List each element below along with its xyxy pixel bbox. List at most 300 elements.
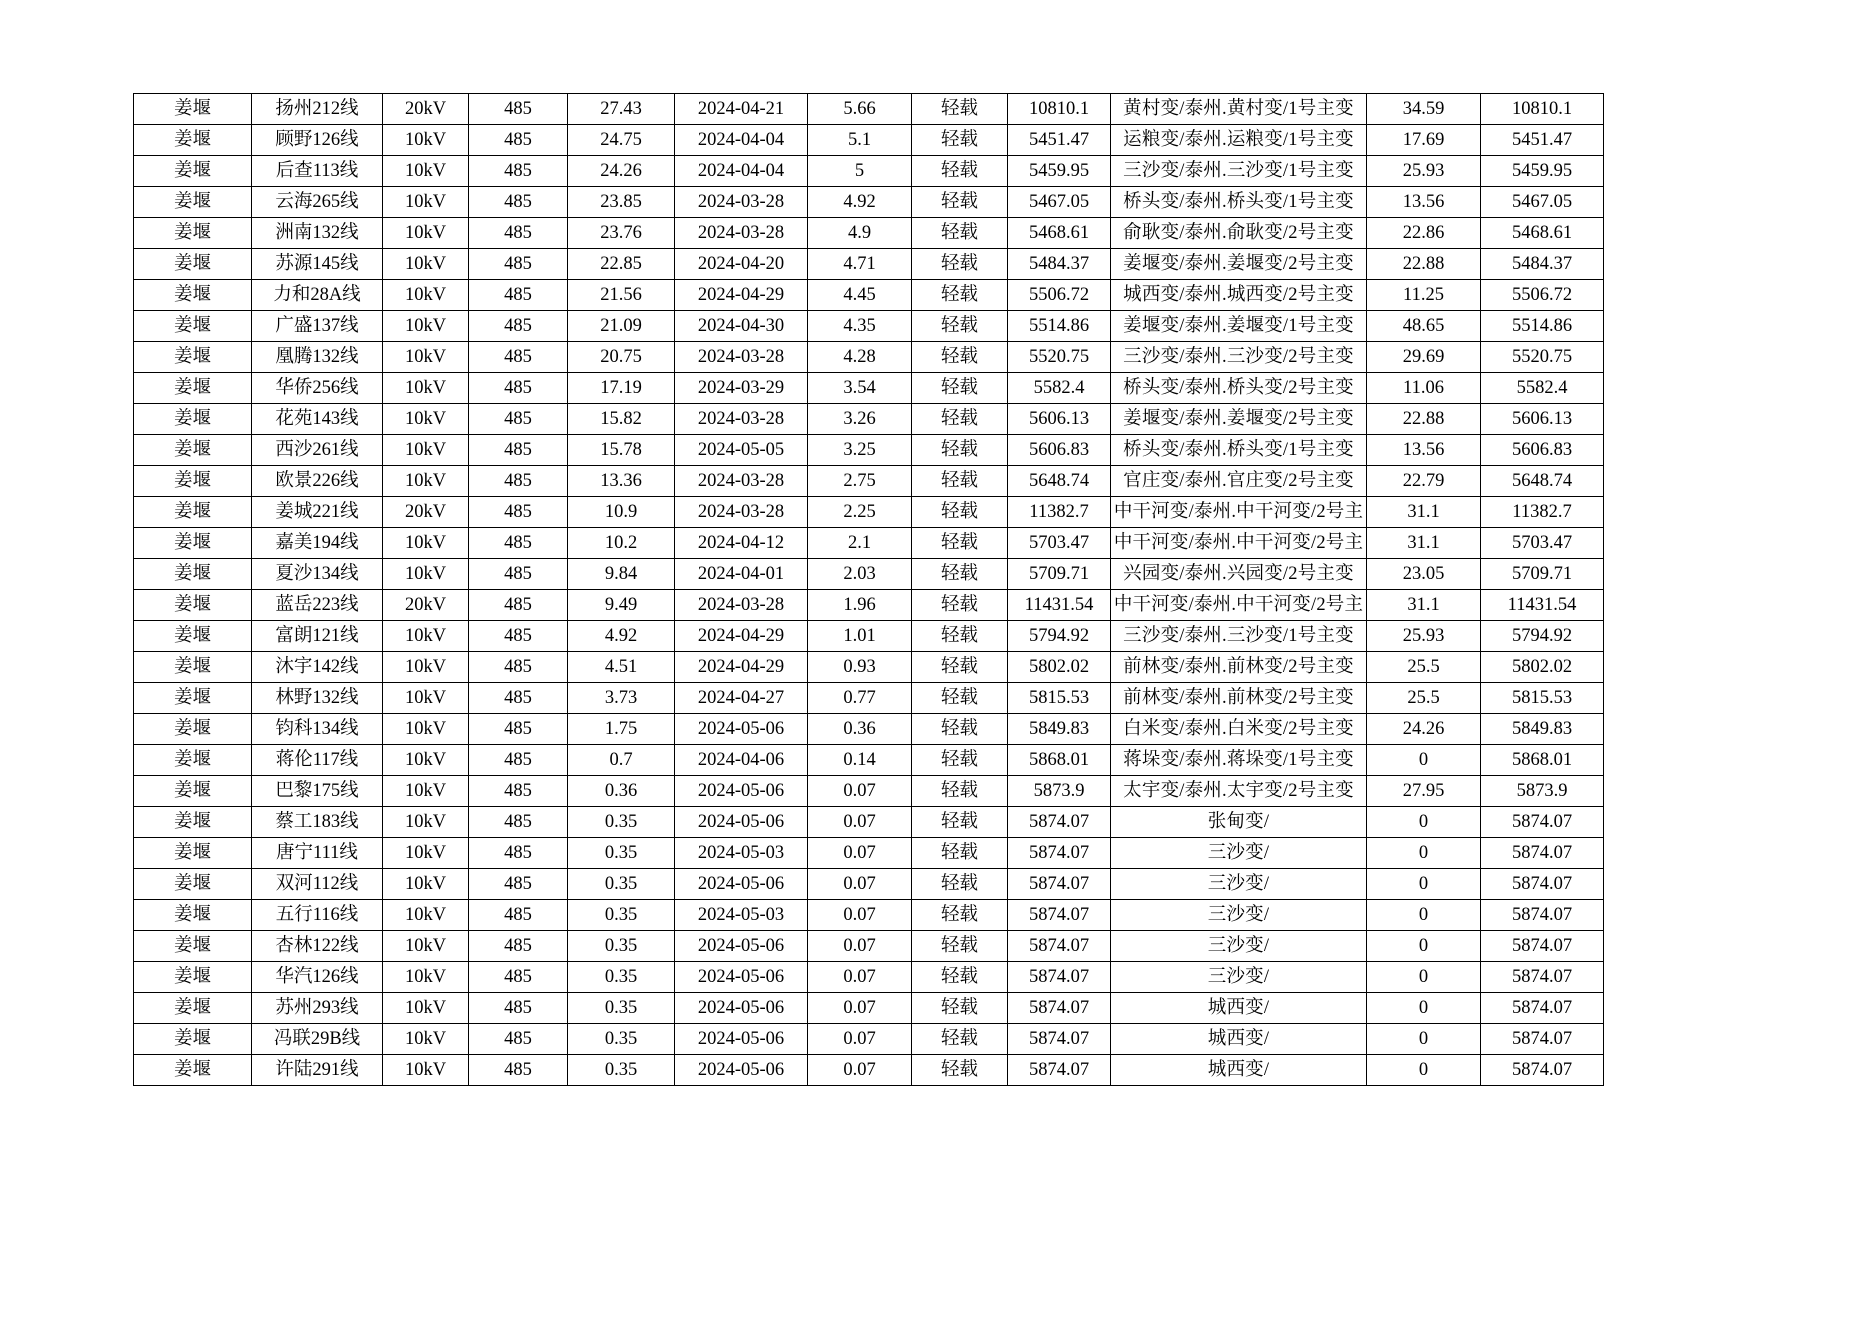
table-cell: 4.45	[808, 280, 912, 311]
table-cell: 2024-05-03	[675, 838, 808, 869]
table-cell: 485	[469, 714, 568, 745]
table-cell: 0.7	[568, 745, 675, 776]
table-cell: 485	[469, 311, 568, 342]
table-cell: 4.92	[808, 187, 912, 218]
table-cell: 轻载	[912, 342, 1008, 373]
table-cell: 姜堰变/泰州.姜堰变/2号主变	[1111, 404, 1367, 435]
table-cell: 5874.07	[1008, 962, 1111, 993]
table-cell: 姜堰	[134, 187, 252, 218]
table-cell: 0.07	[808, 1024, 912, 1055]
table-cell: 10kV	[383, 931, 469, 962]
table-cell: 485	[469, 559, 568, 590]
table-cell: 0.35	[568, 900, 675, 931]
table-cell: 三沙变/	[1111, 869, 1367, 900]
table-cell: 5874.07	[1008, 838, 1111, 869]
table-row	[134, 404, 1604, 435]
table-cell: 钧科134线	[252, 714, 383, 745]
table-row	[134, 652, 1604, 683]
table-cell: 桥头变/泰州.桥头变/1号主变	[1111, 187, 1367, 218]
table-cell: 姜堰	[134, 342, 252, 373]
table-cell: 姜城221线	[252, 497, 383, 528]
table-cell: 27.43	[568, 94, 675, 125]
table-cell: 凰腾132线	[252, 342, 383, 373]
table-cell: 0.36	[568, 776, 675, 807]
table-cell: 轻载	[912, 869, 1008, 900]
table-cell: 2024-05-06	[675, 869, 808, 900]
table-cell: 5874.07	[1481, 1024, 1604, 1055]
table-cell: 0.35	[568, 838, 675, 869]
table-cell: 姜堰	[134, 993, 252, 1024]
table-cell: 苏源145线	[252, 249, 383, 280]
table-cell: 9.84	[568, 559, 675, 590]
table-cell: 10kV	[383, 993, 469, 1024]
table-cell: 城西变/	[1111, 1055, 1367, 1086]
table-cell: 485	[469, 156, 568, 187]
table-cell: 5514.86	[1481, 311, 1604, 342]
table-body	[134, 94, 1604, 1086]
table-cell: 0.93	[808, 652, 912, 683]
table-cell: 张甸变/	[1111, 807, 1367, 838]
table-cell: 485	[469, 187, 568, 218]
table-cell: 485	[469, 745, 568, 776]
table-cell: 0.77	[808, 683, 912, 714]
table-cell: 5709.71	[1481, 559, 1604, 590]
table-cell: 2024-04-29	[675, 280, 808, 311]
table-cell: 15.82	[568, 404, 675, 435]
table-cell: 轻载	[912, 528, 1008, 559]
table-cell: 官庄变/泰州.官庄变/2号主变	[1111, 466, 1367, 497]
table-cell: 0.07	[808, 776, 912, 807]
table-cell: 485	[469, 900, 568, 931]
table-cell: 双河112线	[252, 869, 383, 900]
table-cell: 蓝岳223线	[252, 590, 383, 621]
table-cell: 2024-05-06	[675, 962, 808, 993]
table-cell: 2024-03-28	[675, 466, 808, 497]
table-cell: 轻载	[912, 590, 1008, 621]
table-cell: 苏州293线	[252, 993, 383, 1024]
table-cell: 轻载	[912, 187, 1008, 218]
table-row	[134, 1055, 1604, 1086]
table-cell: 10kV	[383, 652, 469, 683]
table-cell: 2024-03-28	[675, 187, 808, 218]
table-cell: 5849.83	[1008, 714, 1111, 745]
table-cell: 10kV	[383, 249, 469, 280]
table-cell: 扬州212线	[252, 94, 383, 125]
table-cell: 5874.07	[1008, 931, 1111, 962]
table-cell: 姜堰	[134, 497, 252, 528]
table-cell: 2024-03-28	[675, 404, 808, 435]
table-cell: 蒋垛变/泰州.蒋垛变/1号主变	[1111, 745, 1367, 776]
table-cell: 5874.07	[1481, 931, 1604, 962]
table-cell: 冯联29B线	[252, 1024, 383, 1055]
table-cell: 4.92	[568, 621, 675, 652]
table-cell: 2024-05-05	[675, 435, 808, 466]
table-cell: 2024-05-03	[675, 900, 808, 931]
table-row	[134, 776, 1604, 807]
table-cell: 三沙变/	[1111, 900, 1367, 931]
table-cell: 5451.47	[1481, 125, 1604, 156]
table-cell: 沐宇142线	[252, 652, 383, 683]
table-cell: 11.06	[1367, 373, 1481, 404]
table-cell: 22.86	[1367, 218, 1481, 249]
table-cell: 0.07	[808, 962, 912, 993]
table-cell: 11382.7	[1008, 497, 1111, 528]
table-cell: 10kV	[383, 962, 469, 993]
table-cell: 5874.07	[1008, 993, 1111, 1024]
table-cell: 2024-05-06	[675, 776, 808, 807]
table-cell: 姜堰	[134, 311, 252, 342]
table-cell: 姜堰	[134, 869, 252, 900]
table-cell: 10kV	[383, 156, 469, 187]
table-cell: 姜堰	[134, 218, 252, 249]
table-cell: 0	[1367, 745, 1481, 776]
table-cell: 22.88	[1367, 404, 1481, 435]
table-cell: 轻载	[912, 497, 1008, 528]
table-cell: 3.73	[568, 683, 675, 714]
table-cell: 20kV	[383, 590, 469, 621]
table-cell: 25.5	[1367, 683, 1481, 714]
table-cell: 5815.53	[1481, 683, 1604, 714]
table-cell: 三沙变/	[1111, 838, 1367, 869]
table-cell: 0	[1367, 869, 1481, 900]
table-cell: 0.07	[808, 838, 912, 869]
table-cell: 云海265线	[252, 187, 383, 218]
table-cell: 轻载	[912, 404, 1008, 435]
table-cell: 5709.71	[1008, 559, 1111, 590]
table-cell: 花苑143线	[252, 404, 383, 435]
table-cell: 13.56	[1367, 435, 1481, 466]
table-cell: 轻载	[912, 1055, 1008, 1086]
table-cell: 姜堰	[134, 931, 252, 962]
table-cell: 0.35	[568, 807, 675, 838]
table-cell: 4.51	[568, 652, 675, 683]
table-cell: 桥头变/泰州.桥头变/2号主变	[1111, 373, 1367, 404]
table-cell: 5874.07	[1008, 900, 1111, 931]
table-cell: 5802.02	[1008, 652, 1111, 683]
table-cell: 5874.07	[1481, 1055, 1604, 1086]
table-cell: 0	[1367, 962, 1481, 993]
table-row	[134, 714, 1604, 745]
table-cell: 10kV	[383, 280, 469, 311]
table-cell: 2024-03-28	[675, 497, 808, 528]
table-cell: 姜堰	[134, 1055, 252, 1086]
table-cell: 5874.07	[1008, 807, 1111, 838]
table-row	[134, 900, 1604, 931]
table-cell: 5.66	[808, 94, 912, 125]
table-cell: 姜堰	[134, 156, 252, 187]
table-cell: 姜堰	[134, 1024, 252, 1055]
table-cell: 姜堰	[134, 807, 252, 838]
table-cell: 姜堰变/泰州.姜堰变/2号主变	[1111, 249, 1367, 280]
table-cell: 5520.75	[1481, 342, 1604, 373]
table-cell: 22.79	[1367, 466, 1481, 497]
table-cell: 11.25	[1367, 280, 1481, 311]
table-cell: 后查113线	[252, 156, 383, 187]
table-cell: 485	[469, 125, 568, 156]
table-cell: 20kV	[383, 497, 469, 528]
table-cell: 5582.4	[1008, 373, 1111, 404]
table-cell: 21.09	[568, 311, 675, 342]
table-cell: 2.75	[808, 466, 912, 497]
table-cell: 17.69	[1367, 125, 1481, 156]
table-cell: 华汽126线	[252, 962, 383, 993]
table-row	[134, 869, 1604, 900]
table-cell: 27.95	[1367, 776, 1481, 807]
table-cell: 11382.7	[1481, 497, 1604, 528]
table-cell: 22.85	[568, 249, 675, 280]
table-cell: 姜堰	[134, 94, 252, 125]
table-cell: 23.76	[568, 218, 675, 249]
table-cell: 0	[1367, 931, 1481, 962]
table-row	[134, 94, 1604, 125]
table-cell: 10kV	[383, 435, 469, 466]
table-row	[134, 342, 1604, 373]
table-cell: 轻载	[912, 125, 1008, 156]
table-cell: 姜堰	[134, 404, 252, 435]
table-cell: 5874.07	[1008, 1055, 1111, 1086]
table-cell: 5506.72	[1008, 280, 1111, 311]
table-cell: 姜堰	[134, 962, 252, 993]
table-cell: 轻载	[912, 156, 1008, 187]
table-cell: 13.36	[568, 466, 675, 497]
table-cell: 2024-03-28	[675, 218, 808, 249]
table-cell: 5582.4	[1481, 373, 1604, 404]
table-cell: 5874.07	[1008, 1024, 1111, 1055]
table-cell: 2024-04-27	[675, 683, 808, 714]
table-cell: 2.03	[808, 559, 912, 590]
table-cell: 0.14	[808, 745, 912, 776]
table-row	[134, 497, 1604, 528]
table-cell: 25.5	[1367, 652, 1481, 683]
table-row	[134, 249, 1604, 280]
table-cell: 485	[469, 776, 568, 807]
table-row	[134, 590, 1604, 621]
table-cell: 20.75	[568, 342, 675, 373]
table-row	[134, 745, 1604, 776]
table-cell: 太宇变/泰州.太宇变/2号主变	[1111, 776, 1367, 807]
table-cell: 杏林122线	[252, 931, 383, 962]
table-cell: 姜堰	[134, 683, 252, 714]
table-cell: 10810.1	[1008, 94, 1111, 125]
table-cell: 5648.74	[1481, 466, 1604, 497]
table-row	[134, 838, 1604, 869]
table-cell: 485	[469, 528, 568, 559]
table-cell: 11431.54	[1008, 590, 1111, 621]
table-cell: 2024-05-06	[675, 931, 808, 962]
table-cell: 1.75	[568, 714, 675, 745]
table-cell: 0	[1367, 807, 1481, 838]
table-cell: 2024-05-06	[675, 993, 808, 1024]
table-cell: 轻载	[912, 714, 1008, 745]
table-cell: 轻载	[912, 373, 1008, 404]
table-cell: 中干河变/泰州.中干河变/2号主	[1111, 497, 1367, 528]
table-row	[134, 807, 1604, 838]
table-cell: 2024-04-29	[675, 621, 808, 652]
table-cell: 2024-05-06	[675, 1055, 808, 1086]
table-cell: 10kV	[383, 187, 469, 218]
table-cell: 10810.1	[1481, 94, 1604, 125]
table-cell: 三沙变/	[1111, 962, 1367, 993]
table-cell: 485	[469, 1055, 568, 1086]
table-cell: 0.35	[568, 931, 675, 962]
table-cell: 巴黎175线	[252, 776, 383, 807]
table-cell: 城西变/	[1111, 993, 1367, 1024]
table-cell: 姜堰	[134, 280, 252, 311]
table-cell: 0.35	[568, 962, 675, 993]
table-cell: 姜堰	[134, 559, 252, 590]
table-cell: 蒋伦117线	[252, 745, 383, 776]
table-cell: 5794.92	[1481, 621, 1604, 652]
table-cell: 20kV	[383, 94, 469, 125]
table-cell: 485	[469, 1024, 568, 1055]
table-cell: 轻载	[912, 559, 1008, 590]
table-cell: 轻载	[912, 962, 1008, 993]
table-cell: 轻载	[912, 838, 1008, 869]
table-cell: 0.07	[808, 869, 912, 900]
table-cell: 黄村变/泰州.黄村变/1号主变	[1111, 94, 1367, 125]
table-cell: 5	[808, 156, 912, 187]
table-cell: 485	[469, 993, 568, 1024]
table-cell: 15.78	[568, 435, 675, 466]
table-row	[134, 931, 1604, 962]
table-cell: 5874.07	[1481, 807, 1604, 838]
table-cell: 5703.47	[1008, 528, 1111, 559]
table-cell: 24.75	[568, 125, 675, 156]
table-cell: 0.07	[808, 900, 912, 931]
table-cell: 前林变/泰州.前林变/2号主变	[1111, 683, 1367, 714]
table-cell: 5484.37	[1008, 249, 1111, 280]
table-cell: 轻载	[912, 621, 1008, 652]
table-cell: 5874.07	[1481, 869, 1604, 900]
table-cell: 5873.9	[1008, 776, 1111, 807]
table-cell: 485	[469, 962, 568, 993]
table-row	[134, 218, 1604, 249]
table-cell: 桥头变/泰州.桥头变/1号主变	[1111, 435, 1367, 466]
table-cell: 23.05	[1367, 559, 1481, 590]
table-cell: 5.1	[808, 125, 912, 156]
table-row	[134, 311, 1604, 342]
table-cell: 10kV	[383, 776, 469, 807]
table-cell: 白米变/泰州.白米变/2号主变	[1111, 714, 1367, 745]
table-cell: 姜堰	[134, 621, 252, 652]
table-cell: 三沙变/泰州.三沙变/1号主变	[1111, 156, 1367, 187]
table-cell: 13.56	[1367, 187, 1481, 218]
table-cell: 轻载	[912, 218, 1008, 249]
table-row	[134, 466, 1604, 497]
table-cell: 10kV	[383, 1055, 469, 1086]
table-cell: 485	[469, 218, 568, 249]
table-cell: 485	[469, 373, 568, 404]
table-cell: 485	[469, 435, 568, 466]
table-cell: 5459.95	[1481, 156, 1604, 187]
table-cell: 2024-04-12	[675, 528, 808, 559]
table-cell: 姜堰变/泰州.姜堰变/1号主变	[1111, 311, 1367, 342]
table-cell: 5815.53	[1008, 683, 1111, 714]
table-row	[134, 559, 1604, 590]
table-cell: 姜堰	[134, 249, 252, 280]
table-cell: 10kV	[383, 869, 469, 900]
table-cell: 轻载	[912, 1024, 1008, 1055]
table-cell: 25.93	[1367, 621, 1481, 652]
table-cell: 31.1	[1367, 497, 1481, 528]
table-cell: 485	[469, 590, 568, 621]
table-row	[134, 962, 1604, 993]
table-cell: 顾野126线	[252, 125, 383, 156]
table-cell: 5468.61	[1008, 218, 1111, 249]
table-cell: 姜堰	[134, 528, 252, 559]
table-row	[134, 156, 1604, 187]
table-cell: 4.35	[808, 311, 912, 342]
table-cell: 5451.47	[1008, 125, 1111, 156]
table-cell: 5606.13	[1481, 404, 1604, 435]
table-cell: 10kV	[383, 466, 469, 497]
table-cell: 5484.37	[1481, 249, 1604, 280]
table-cell: 姜堰	[134, 652, 252, 683]
table-cell: 485	[469, 466, 568, 497]
table-cell: 485	[469, 869, 568, 900]
table-cell: 10kV	[383, 807, 469, 838]
table-cell: 轻载	[912, 993, 1008, 1024]
table-cell: 10kV	[383, 714, 469, 745]
table-cell: 11431.54	[1481, 590, 1604, 621]
table-cell: 2.25	[808, 497, 912, 528]
load-data-table	[133, 93, 1604, 1086]
table-cell: 夏沙134线	[252, 559, 383, 590]
table-cell: 10kV	[383, 342, 469, 373]
table-cell: 485	[469, 621, 568, 652]
table-cell: 轻载	[912, 280, 1008, 311]
table-cell: 力和28A线	[252, 280, 383, 311]
table-cell: 0	[1367, 838, 1481, 869]
table-cell: 轻载	[912, 745, 1008, 776]
table-cell: 富朗121线	[252, 621, 383, 652]
table-cell: 5648.74	[1008, 466, 1111, 497]
table-row	[134, 435, 1604, 466]
table-cell: 0	[1367, 1055, 1481, 1086]
table-cell: 轻载	[912, 900, 1008, 931]
table-cell: 蔡工183线	[252, 807, 383, 838]
table-cell: 兴园变/泰州.兴园变/2号主变	[1111, 559, 1367, 590]
table-cell: 5874.07	[1008, 869, 1111, 900]
table-cell: 17.19	[568, 373, 675, 404]
table-cell: 0	[1367, 993, 1481, 1024]
table-cell: 5849.83	[1481, 714, 1604, 745]
table-cell: 4.28	[808, 342, 912, 373]
table-cell: 0.35	[568, 1055, 675, 1086]
table-row	[134, 528, 1604, 559]
table-cell: 10kV	[383, 125, 469, 156]
table-cell: 姜堰	[134, 745, 252, 776]
table-cell: 10kV	[383, 559, 469, 590]
table-row	[134, 1024, 1604, 1055]
table-cell: 姜堰	[134, 838, 252, 869]
table-cell: 中干河变/泰州.中干河变/2号主	[1111, 590, 1367, 621]
table-cell: 5606.83	[1008, 435, 1111, 466]
table-cell: 3.25	[808, 435, 912, 466]
table-cell: 485	[469, 807, 568, 838]
table-cell: 5467.05	[1008, 187, 1111, 218]
table-cell: 5794.92	[1008, 621, 1111, 652]
table-row	[134, 993, 1604, 1024]
table-cell: 0.35	[568, 869, 675, 900]
table-cell: 城西变/泰州.城西变/2号主变	[1111, 280, 1367, 311]
table-cell: 2024-04-21	[675, 94, 808, 125]
table-cell: 姜堰	[134, 900, 252, 931]
table-cell: 姜堰	[134, 373, 252, 404]
table-cell: 5703.47	[1481, 528, 1604, 559]
table-cell: 2024-05-06	[675, 807, 808, 838]
table-cell: 姜堰	[134, 776, 252, 807]
